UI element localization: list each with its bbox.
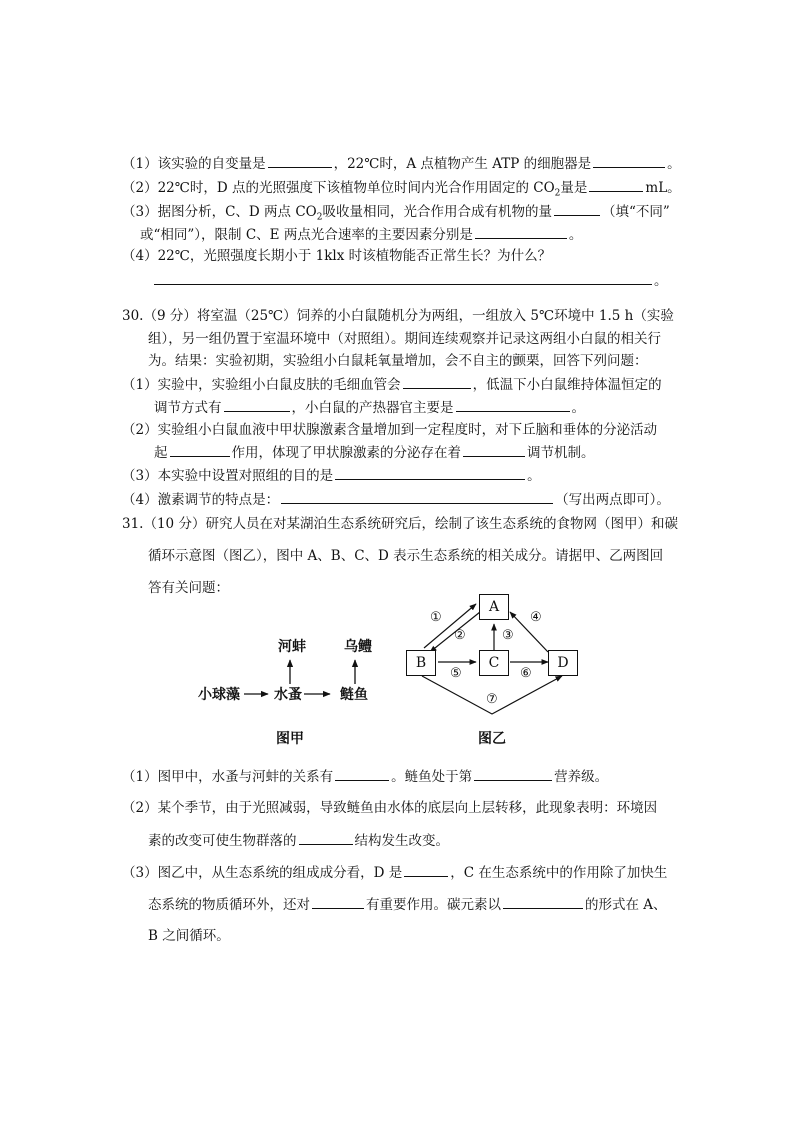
answer-blank[interactable] bbox=[403, 374, 471, 389]
q31-sub3b: 态系统的物质循环外，还对 有重要作用。碳元素以 的形式在 A、 bbox=[148, 894, 667, 915]
answer-blank[interactable] bbox=[474, 766, 552, 781]
food-web-node: 鲢鱼 bbox=[340, 687, 368, 703]
answer-blank[interactable] bbox=[312, 894, 364, 909]
answer-blank[interactable] bbox=[281, 489, 553, 504]
q30-sub1: （1）实验中，实验组小白鼠皮肤的毛细血管会 ，低温下小白鼠维持体温恒定的 bbox=[122, 374, 662, 395]
q30-stem-line3: 为。结果：实验初期，实验组小白鼠耗氧量增加，会不自主的颤栗，回答下列问题： bbox=[148, 353, 648, 369]
q29-line2: （2）22℃时，D 点的光照强度下该植物单位时间内光合作用固定的 $CO_2$量是 mL。 bbox=[122, 177, 681, 204]
answer-blank[interactable] bbox=[335, 465, 525, 480]
carbon-cycle-figure bbox=[400, 590, 590, 725]
q30-sub1b: 调节方式有 ，小白鼠的产热器官主要是 。 bbox=[154, 397, 585, 418]
arrow-label: ⑥ bbox=[520, 666, 532, 681]
arrow-label: ② bbox=[454, 628, 466, 643]
answer-blank[interactable] bbox=[404, 862, 448, 877]
q31-sub1: （1）图甲中，水蚤与河蚌的关系有 。鲢鱼处于第 营养级。 bbox=[122, 766, 608, 787]
carbon-node-a: A bbox=[479, 594, 509, 620]
answer-blank[interactable] bbox=[589, 177, 643, 192]
q31-stem-line1: 31.（10 分）研究人员在对某湖泊生态系统研究后，绘制了该生态系统的食物网（图甲）和碳 bbox=[122, 516, 678, 532]
answer-blank[interactable] bbox=[224, 397, 290, 412]
q31-sub2b: 素的改变可使生物群落的 结构发生改变。 bbox=[148, 830, 449, 851]
q31-stem-line2: 循环示意图（图乙），图中 A、B、C、D 表示生态系统的相关成分。请据甲、乙两图回 bbox=[148, 548, 664, 564]
q30-sub3: （3）本实验中设置对照组的目的是 。 bbox=[122, 465, 541, 486]
answer-blank[interactable] bbox=[268, 153, 332, 168]
q29-line1: （1）该实验的自变量是 ，22℃时，A 点植物产生 ATP 的细胞器是 。 bbox=[122, 153, 681, 174]
arrow-label: ⑦ bbox=[486, 692, 498, 707]
arrow-label: ③ bbox=[502, 628, 514, 643]
arrow-label: ④ bbox=[530, 610, 542, 625]
q30-sub2b: 起 作用，体现了甲状腺激素的分泌存在着 调节机制。 bbox=[154, 442, 595, 463]
answer-blank[interactable] bbox=[503, 894, 583, 909]
figure-caption-yi: 图乙 bbox=[478, 731, 506, 747]
q30-sub4: （4）激素调节的特点是： （写出两点即可）。 bbox=[122, 489, 670, 510]
answer-blank[interactable] bbox=[335, 766, 389, 781]
answer-blank[interactable] bbox=[463, 442, 525, 457]
figure-caption-jia: 图甲 bbox=[276, 731, 304, 747]
q29-line3: （3）据图分析，C、D 两点 $CO_2$吸收量相同，光合作用合成有机物的量 （填“不同” bbox=[122, 201, 670, 228]
carbon-node-d: D bbox=[548, 650, 578, 676]
food-web-node: 水蚤 bbox=[274, 687, 302, 703]
q29-line3b: 或“相同”），限制 C、E 两点光合速率的主要因素分别是 。 bbox=[140, 224, 582, 245]
q31-sub2: （2）某个季节，由于光照减弱，导致鲢鱼由水体的底层向上层转移，此现象表明：环境因 bbox=[122, 800, 658, 816]
answer-blank[interactable] bbox=[475, 224, 567, 239]
answer-blank[interactable] bbox=[554, 201, 600, 216]
answer-blank[interactable] bbox=[456, 397, 570, 412]
q30-stem-line2: 组），另一组仍置于室温环境中（对照组）。期间连续观察并记录这两组小白鼠的相关行 bbox=[148, 331, 661, 347]
q31-sub3c: B 之间循环。 bbox=[148, 928, 230, 944]
carbon-node-b: B bbox=[406, 650, 436, 676]
food-web-node: 乌鳢 bbox=[344, 639, 372, 655]
food-web-node: 河蚌 bbox=[278, 639, 306, 655]
arrow-label: ⑤ bbox=[450, 666, 462, 681]
answer-blank[interactable] bbox=[154, 270, 652, 285]
q29-line4: （4）22℃，光照强度长期小于 1klx 时该植物能否正常生长？为什么？ bbox=[122, 248, 552, 264]
answer-blank[interactable] bbox=[299, 830, 353, 845]
food-web-node: 小球藻 bbox=[198, 687, 240, 703]
q31-stem-line3: 答有关问题： bbox=[148, 580, 229, 596]
q30-stem-line1: 30.（9 分）将室温（25℃）饲养的小白鼠随机分为两组，一组放入 5℃环境中 1.5 h（实验 bbox=[122, 308, 674, 324]
answer-blank[interactable] bbox=[170, 442, 230, 457]
q29-line4b: 。 bbox=[152, 270, 668, 291]
answer-blank[interactable] bbox=[593, 153, 665, 168]
q31-sub3: （3）图乙中，从生态系统的组成成分看，D 是 ，C 在生态系统中的作用除了加快生 bbox=[122, 862, 667, 883]
carbon-node-c: C bbox=[479, 650, 509, 676]
q30-sub2: （2）实验组小白鼠血液中甲状腺激素含量增加到一定程度时，对下丘脑和垂体的分泌活动 bbox=[122, 422, 658, 438]
arrow-label: ① bbox=[430, 610, 442, 625]
